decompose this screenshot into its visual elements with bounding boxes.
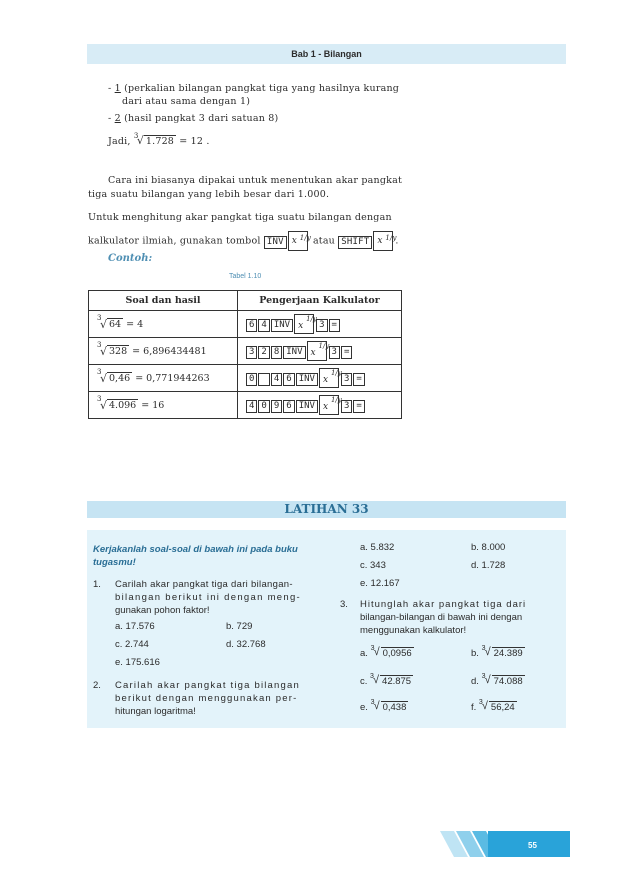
radicand: 74.088	[493, 676, 523, 687]
footer-stripes	[440, 831, 580, 859]
table-row	[89, 338, 402, 365]
table-row	[89, 365, 402, 392]
para2-line2	[88, 231, 399, 251]
soal-cell: 3 √ 4.096 = 16	[89, 392, 238, 419]
keys-cell	[238, 338, 402, 365]
radicand: 56,24	[490, 702, 515, 713]
radicand: 42.875	[382, 676, 412, 687]
table-row	[89, 311, 402, 338]
item2-text: (hasil pangkat 3 dari satuan 8)	[120, 113, 279, 124]
q2-a: a. 5.832	[360, 542, 395, 553]
col-header-soal: Soal dan hasil	[89, 291, 238, 311]
q3-line3: menggunakan kalkulator!	[360, 625, 467, 636]
intro-item-2: - 2 (hasil pangkat 3 dari satuan 8)	[108, 113, 279, 124]
chapter-title: Bab 1 - Bilangan	[291, 49, 362, 59]
q2-b: b. 8.000	[471, 542, 506, 553]
radicand: 64	[109, 318, 122, 330]
keys-cell	[238, 365, 402, 392]
q1-number: 1.	[93, 579, 101, 590]
keys-cell	[238, 392, 402, 419]
radicand: 24.389	[493, 648, 523, 659]
q1-line3: gunakan pohon faktor!	[115, 605, 210, 616]
q1-line2: bilangan berikut ini dengan meng-	[115, 592, 302, 603]
key: 0	[246, 373, 257, 386]
xy-root-key: x 1/y	[294, 314, 314, 334]
soal-cell: 3 √ 64 = 4	[89, 311, 238, 338]
label: c.	[360, 676, 368, 687]
para1-line1: Cara ini biasanya dipakai untuk menentukan akar pangkat	[108, 175, 402, 186]
q1-e: e. 175.616	[115, 657, 160, 668]
result: = 6,896434481	[132, 345, 207, 357]
jadi-label: Jadi,	[108, 136, 131, 147]
key: 3	[246, 346, 257, 359]
q1-d: d. 32.768	[226, 639, 266, 650]
cube-root: 3 √ 1.728	[133, 132, 175, 147]
q3-line2: bilangan-bilangan di bawah ini dengan	[360, 612, 523, 623]
shift-key: SHIFT	[338, 236, 372, 249]
intro-item-1: - 1 (perkalian bilangan pangkat tiga yang hasilnya kurang	[108, 83, 400, 94]
key: =	[329, 319, 340, 332]
q3-item: d. 3 √ 74.088	[471, 673, 523, 687]
q2-number: 2.	[93, 680, 101, 691]
label: e.	[360, 702, 368, 713]
jadi-result: = 12 .	[179, 136, 210, 147]
q3-line1: Hitunglah akar pangkat tiga dari	[360, 599, 527, 610]
radicand: 0,46	[109, 372, 131, 384]
q3-item: e. 3 √ 0,438	[360, 699, 407, 713]
q3-item: b. 3 √ 24.389	[471, 645, 523, 659]
q1-line1: Carilah akar pangkat tiga dari bilangan-	[115, 579, 293, 590]
jadi-line	[108, 132, 210, 148]
atau-word: atau	[312, 235, 336, 247]
intro-item-1-cont: dari atau sama dengan 1)	[122, 96, 251, 107]
calculator-table	[88, 290, 402, 419]
q2-line1: Carilah akar pangkat tiga bilangan	[115, 680, 300, 691]
key: =	[341, 346, 352, 359]
q3-number: 3.	[340, 599, 348, 610]
key: 2	[258, 346, 269, 359]
q2-e: e. 12.167	[360, 578, 400, 589]
result: = 0,771944263	[135, 372, 210, 384]
q2-line3: hitungan logaritma!	[115, 706, 196, 717]
table-caption: Tabel 1.10	[229, 273, 262, 280]
para2-line2-text: kalkulator ilmiah, gunakan tombol	[88, 235, 261, 247]
key: INV	[296, 373, 318, 386]
page-number: 55	[528, 841, 537, 850]
key: 4	[271, 373, 282, 386]
jadi-radicand: 1.728	[145, 136, 175, 147]
table-row	[89, 392, 402, 419]
xy-root-key-2: x 1/y	[373, 231, 393, 251]
key: 9	[271, 400, 282, 413]
q1-c: c. 2.744	[115, 639, 149, 650]
col-header-pengerjaan: Pengerjaan Kalkulator	[238, 291, 402, 311]
item2-number: 2	[114, 113, 121, 124]
q3-item: c. 3 √ 42.875	[360, 673, 412, 687]
key: 6	[283, 400, 294, 413]
soal-cell: 3 √ 0,46 = 0,771944263	[89, 365, 238, 392]
xy-root-key: x 1/y	[319, 368, 339, 388]
label: d.	[471, 676, 479, 687]
label: f.	[471, 702, 477, 713]
radicand: 0,438	[382, 702, 407, 713]
label: a.	[360, 648, 368, 659]
q2-d: d. 1.728	[471, 560, 506, 571]
key: 4	[246, 400, 257, 413]
xy-root-key: x 1/y	[307, 341, 327, 361]
radicand: 4.096	[109, 399, 137, 411]
period: .	[395, 235, 399, 247]
table-header-row	[89, 291, 402, 311]
latihan-title: LATIHAN 33	[284, 502, 369, 516]
latihan-banner	[87, 501, 566, 518]
item1-number: 1	[114, 83, 121, 94]
q2-c: c. 343	[360, 560, 386, 571]
key: 6	[246, 319, 257, 332]
key: INV	[283, 346, 305, 359]
key: 3	[329, 346, 340, 359]
inv-key: INV	[264, 236, 287, 249]
item1-text: (perkalian bilangan pangkat tiga yang hasilnya kurang	[120, 83, 400, 94]
q1-a: a. 17.576	[115, 621, 155, 632]
key: 3	[316, 319, 327, 332]
q2-line2: berikut dengan menggunakan per-	[115, 693, 298, 704]
q3-item: a. 3 √ 0,0956	[360, 645, 412, 659]
para2-line1: Untuk menghitung akar pangkat tiga suatu bilangan dengan	[88, 212, 392, 223]
xy-root-key: x 1/y	[288, 231, 308, 251]
result: = 16	[141, 399, 165, 411]
q3-item: f. 3 √ 56,24	[471, 699, 515, 713]
key: 3	[341, 400, 352, 413]
radicand: 0,0956	[382, 648, 412, 659]
radicand: 328	[109, 345, 128, 357]
soal-cell: 3 √ 328 = 6,896434481	[89, 338, 238, 365]
key: 0	[258, 400, 269, 413]
key: =	[353, 373, 364, 386]
contoh-label: Contoh:	[108, 253, 153, 264]
xy-root-key: x 1/y	[319, 395, 339, 415]
para1-line2: tiga suatu bilangan yang lebih besar dari 1.000.	[88, 189, 330, 200]
key: =	[353, 400, 364, 413]
latihan-instruction-2: tugasmu!	[93, 557, 136, 568]
label: b.	[471, 648, 479, 659]
key: INV	[271, 319, 293, 332]
result: = 4	[126, 318, 144, 330]
latihan-instruction-1: Kerjakanlah soal-soal di bawah ini pada buku	[93, 544, 298, 555]
chapter-header	[87, 44, 566, 64]
key: 3	[341, 373, 352, 386]
key	[258, 373, 269, 386]
key: 6	[283, 373, 294, 386]
key: 8	[271, 346, 282, 359]
q1-b: b. 729	[226, 621, 253, 632]
keys-cell	[238, 311, 402, 338]
key: INV	[296, 400, 318, 413]
key: 4	[258, 319, 269, 332]
